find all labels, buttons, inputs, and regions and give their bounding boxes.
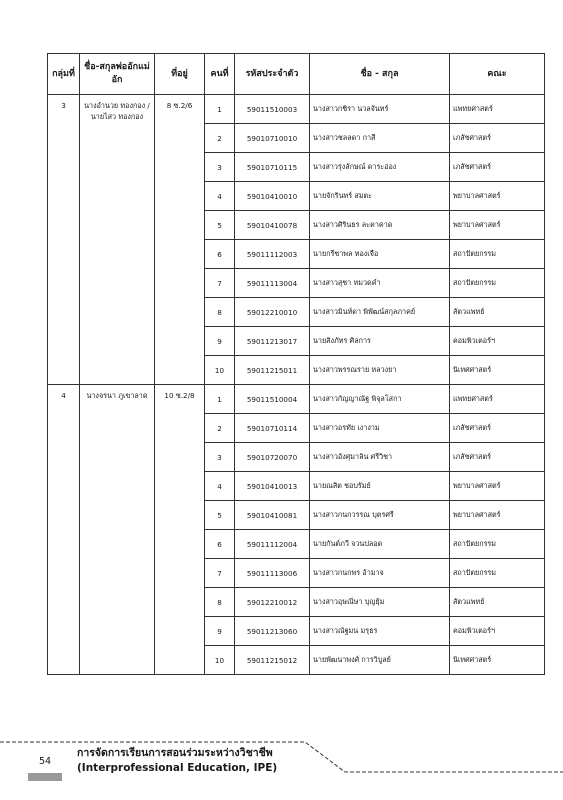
- cell-student-id: 59010720070: [235, 443, 310, 472]
- cell-student-id: 59010710010: [235, 124, 310, 153]
- cell-student-name: นายสิงภัทร ศิลการ: [310, 327, 450, 356]
- cell-student-name: นางสาวกนกวรรณ บุตรศรี: [310, 501, 450, 530]
- cell-group-number: 4: [48, 385, 80, 675]
- cell-student-id: 59011112004: [235, 530, 310, 559]
- cell-mentor: นางอำนวย ทองกอง / นายไสว ทองกอง: [80, 95, 155, 385]
- cell-student-id: 59011510004: [235, 385, 310, 414]
- cell-student-name: นางสาวรุ่งลักษณ์ ดาระอ่อง: [310, 153, 450, 182]
- cell-student-id: 59011215011: [235, 356, 310, 385]
- cell-faculty: เภสัชศาสตร์: [450, 124, 545, 153]
- cell-member-number: 5: [205, 211, 235, 240]
- cell-student-name: นางสาวอรทัย เงางาม: [310, 414, 450, 443]
- cell-faculty: แพทยศาสตร์: [450, 95, 545, 124]
- cell-faculty: สถาปัตยกรรม: [450, 530, 545, 559]
- cell-faculty: แพทยศาสตร์: [450, 385, 545, 414]
- cell-student-id: 59010710115: [235, 153, 310, 182]
- cell-member-number: 4: [205, 182, 235, 211]
- table-row: [48, 95, 545, 124]
- cell-student-name: นายณสิต ชอบรัมย์: [310, 472, 450, 501]
- cell-student-id: 59011112003: [235, 240, 310, 269]
- header-name: ชื่อ - สกุล: [310, 54, 450, 95]
- cell-student-id: 59011113006: [235, 559, 310, 588]
- cell-faculty: พยาบาลศาสตร์: [450, 501, 545, 530]
- header-group: กลุ่มที่: [48, 54, 80, 95]
- cell-student-name: นายพัฒนาพงศ์ การวิบูลย์: [310, 646, 450, 675]
- footer-title: [77, 746, 277, 776]
- header-member-no: คนที่: [205, 54, 235, 95]
- cell-faculty: นิเทศศาสตร์: [450, 646, 545, 675]
- cell-member-number: 8: [205, 588, 235, 617]
- cell-member-number: 2: [205, 124, 235, 153]
- cell-faculty: คอมพิวเตอร์ฯ: [450, 327, 545, 356]
- table-row: [48, 385, 545, 414]
- cell-member-number: 4: [205, 472, 235, 501]
- cell-faculty: พยาบาลศาสตร์: [450, 182, 545, 211]
- cell-member-number: 3: [205, 153, 235, 182]
- cell-student-id: 59010410013: [235, 472, 310, 501]
- cell-student-name: นางสาวพรรณราย หลวงยา: [310, 356, 450, 385]
- cell-student-name: นางสาวกัญญาณัฐ พิจุลโสกา: [310, 385, 450, 414]
- cell-student-name: นายกรีชาพล ทองเจือ: [310, 240, 450, 269]
- cell-group-number: 3: [48, 95, 80, 385]
- cell-student-id: 59011113004: [235, 269, 310, 298]
- cell-faculty: สัตวแพทย์: [450, 298, 545, 327]
- cell-student-id: 59011215012: [235, 646, 310, 675]
- cell-faculty: สถาปัตยกรรม: [450, 269, 545, 298]
- cell-member-number: 1: [205, 95, 235, 124]
- cell-student-id: 59012210012: [235, 588, 310, 617]
- cell-member-number: 5: [205, 501, 235, 530]
- cell-student-id: 59010410081: [235, 501, 310, 530]
- cell-faculty: เภสัชศาสตร์: [450, 414, 545, 443]
- cell-student-id: 59011213060: [235, 617, 310, 646]
- cell-member-number: 3: [205, 443, 235, 472]
- cell-student-id: 59011213017: [235, 327, 310, 356]
- cell-faculty: นิเทศศาสตร์: [450, 356, 545, 385]
- cell-member-number: 10: [205, 356, 235, 385]
- cell-student-name: นางสาวสุชา หมวดคำ: [310, 269, 450, 298]
- cell-student-name: นางสาวอุษณีษา บุญยุ้ม: [310, 588, 450, 617]
- cell-address: 10 ซ.2/8: [155, 385, 205, 675]
- cell-faculty: สัตวแพทย์: [450, 588, 545, 617]
- header-mentor: ชื่อ-สกุลพ่ออักแม่อัก: [80, 54, 155, 95]
- cell-student-id: 59010710114: [235, 414, 310, 443]
- footer-title-english: (Interprofessional Education, IPE): [77, 762, 278, 774]
- table-body: [48, 95, 545, 675]
- cell-student-name: นางสาวกนกพร อ้ามาจ: [310, 559, 450, 588]
- header-faculty: คณะ: [450, 54, 545, 95]
- cell-member-number: 9: [205, 327, 235, 356]
- cell-member-number: 6: [205, 240, 235, 269]
- cell-faculty: สถาปัตยกรรม: [450, 559, 545, 588]
- cell-student-name: นางสาวศิรินธร ละคาคาด: [310, 211, 450, 240]
- cell-student-id: 59010410010: [235, 182, 310, 211]
- cell-address: 8 ซ.2/6: [155, 95, 205, 385]
- cell-student-name: นางสาวกชิรา นวลจันทร์: [310, 95, 450, 124]
- cell-student-name: นางสาวชลลดา กาสี: [310, 124, 450, 153]
- cell-student-name: นางสาวณัฐมน มรุธร: [310, 617, 450, 646]
- cell-member-number: 6: [205, 530, 235, 559]
- cell-member-number: 8: [205, 298, 235, 327]
- cell-member-number: 9: [205, 617, 235, 646]
- cell-member-number: 7: [205, 269, 235, 298]
- cell-student-id: 59012210010: [235, 298, 310, 327]
- cell-member-number: 7: [205, 559, 235, 588]
- cell-member-number: 2: [205, 414, 235, 443]
- header-student-id: รหัสประจำตัว: [235, 54, 310, 95]
- student-group-table: [47, 53, 545, 675]
- cell-faculty: เภสัชศาสตร์: [450, 443, 545, 472]
- footer-title-thai: การจัดการเรียนการสอนร่วมระหว่างวิชาชีพ: [77, 747, 273, 759]
- page-number: 54: [38, 756, 52, 767]
- cell-student-name: นายจักรินทร์ สมตะ: [310, 182, 450, 211]
- cell-member-number: 1: [205, 385, 235, 414]
- table-header-row: [48, 54, 545, 95]
- cell-faculty: เภสัชศาสตร์: [450, 153, 545, 182]
- cell-faculty: สถาปัตยกรรม: [450, 240, 545, 269]
- cell-member-number: 10: [205, 646, 235, 675]
- cell-student-id: 59010410078: [235, 211, 310, 240]
- cell-faculty: คอมพิวเตอร์ฯ: [450, 617, 545, 646]
- cell-faculty: พยาบาลศาสตร์: [450, 472, 545, 501]
- cell-student-name: นางสาวอังศุมาลิน ศรีวิชา: [310, 443, 450, 472]
- cell-student-name: นายกันต์ภวี จวนปลอด: [310, 530, 450, 559]
- cell-student-id: 59011510003: [235, 95, 310, 124]
- cell-mentor: นางจรนา ภูเขาลาด: [80, 385, 155, 675]
- header-address: ที่อยู่: [155, 54, 205, 95]
- page-number-bar: [28, 773, 62, 781]
- cell-faculty: พยาบาลศาสตร์: [450, 211, 545, 240]
- cell-student-name: นางสาวมินท์ดา พิพัฒน์สกุลภาคย์: [310, 298, 450, 327]
